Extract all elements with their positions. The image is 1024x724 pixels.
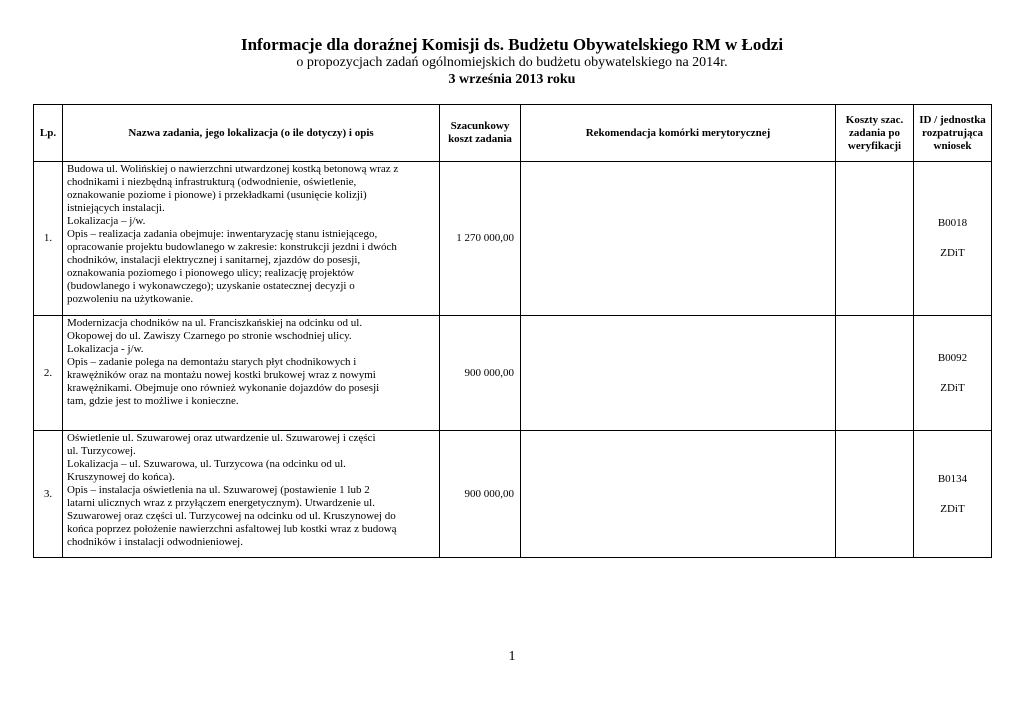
page-number: 1	[508, 649, 516, 664]
task-description	[63, 316, 440, 431]
id-unit-cell	[914, 431, 992, 558]
task-description-line: Lokalizacja - j/w.	[67, 343, 144, 355]
task-description-line: Okopowej do ul. Zawiszy Czarnego po stronie wschodniej ulicy.	[67, 330, 352, 342]
table-row	[34, 162, 992, 316]
task-description-line: pozwoleniu na użytkowanie.	[67, 293, 194, 305]
responsible-unit: ZDiT	[940, 381, 965, 394]
verified-cost-cell	[836, 316, 914, 431]
estimated-cost: 1 270 000,00	[440, 162, 521, 316]
estimated-cost: 900 000,00	[440, 431, 521, 558]
task-description-line: Opis – realizacja zadania obejmuje: inwentaryzację stanu istniejącego,	[67, 228, 378, 240]
row-number: 3.	[34, 431, 63, 558]
task-id: B0018	[937, 217, 968, 229]
task-description-line: Opis – zadanie polega na demontażu starych płyt chodnikowych i	[67, 356, 357, 368]
responsible-unit: ZDiT	[940, 247, 965, 259]
recommendation-cell	[521, 431, 836, 558]
responsible-unit: ZDiT	[940, 502, 965, 515]
row-number: 2.	[34, 316, 63, 431]
tasks-table	[33, 104, 992, 558]
table-row	[34, 431, 992, 558]
verified-cost-cell	[836, 162, 914, 316]
task-description-line: Lokalizacja – j/w.	[67, 215, 146, 227]
task-description-line: oznakowania poziomego i pionowego ulicy; realizację projektów	[67, 267, 355, 279]
row-number: 1.	[34, 162, 63, 316]
task-description-line: krawężników oraz na montażu nowej kostki brukowej wraz z nowymi	[67, 369, 376, 381]
column-header-recommendation: Rekomendacja komórki merytorycznej	[521, 105, 836, 162]
task-description	[63, 431, 440, 558]
task-description-line: (budowlanego i wykonawczego); uzyskanie ostatecznej decyzji o	[67, 280, 355, 292]
task-description-line: istniejących instalacji.	[67, 202, 165, 214]
column-header-name: Nazwa zadania, jego lokalizacja (o ile dotyczy) i opis	[63, 105, 440, 162]
id-unit-cell	[914, 162, 992, 316]
task-description-line: ul. Turzycowej.	[67, 445, 136, 457]
recommendation-cell	[521, 162, 836, 316]
task-description-line: Budowa ul. Wolińskiej o nawierzchni utwardzonej kostką betonową wraz z	[67, 163, 399, 175]
task-description-line: Szuwarowej oraz części ul. Turzycowej na odcinku od ul. Kruszynowej do	[67, 510, 396, 522]
column-header-cost: Szacunkowy koszt zadania	[440, 105, 521, 162]
recommendation-cell	[521, 316, 836, 431]
task-description-line: Modernizacja chodników na ul. Franciszkańskiej na odcinku od ul.	[67, 317, 363, 329]
document-title: Informacje dla doraźnej Komisji ds. Budżetu Obywatelskiego RM w Łodzi	[240, 35, 784, 54]
verified-cost-cell	[836, 431, 914, 558]
task-description-line: Lokalizacja – ul. Szuwarowa, ul. Turzycowa (na odcinku od ul.	[67, 458, 346, 470]
task-description-line: oznakowanie poziome i pionowe) i przekładkami (usunięcie kolizji)	[67, 189, 367, 201]
task-description-line: latarni ulicznych wraz z przyłączem energetycznym). Utwardzenie ul.	[67, 497, 375, 509]
task-description	[63, 162, 440, 316]
task-description-line: Opis – instalacja oświetlenia na ul. Szuwarowej (postawienie 1 lub 2	[67, 484, 370, 496]
column-header-id-unit: ID / jednostka rozpatrująca wniosek	[914, 105, 992, 162]
task-description-line: Oświetlenie ul. Szuwarowej oraz utwardzenie ul. Szuwarowej i części	[67, 432, 376, 444]
task-description-line: chodników i instalacji odwodnieniowej.	[67, 536, 243, 548]
task-description-line: chodników, instalacji elektrycznej i sanitarnej, zjazdów do posesji,	[67, 254, 361, 266]
table-row	[34, 316, 992, 431]
table-header-row	[34, 105, 992, 162]
task-description-line: krawężnikami. Obejmuje ono również wykonanie dojazdów do posesji	[67, 382, 380, 394]
document-subtitle: o propozycjach zadań ogólnomiejskich do budżetu obywatelskiego na 2014r.	[296, 55, 728, 70]
task-id: B0092	[937, 351, 968, 364]
task-description-line: końca poprzez położenie nawierzchni asfaltowej lub kostki wraz z budową	[67, 523, 397, 535]
column-header-lp: Lp.	[34, 105, 63, 162]
task-description-line: chodnikami i niezbędną infrastrukturą (odwodnienie, oświetlenie,	[67, 176, 357, 188]
document-date: 3 września 2013 roku	[448, 72, 576, 87]
task-description-line: Kruszynowej do końca).	[67, 471, 175, 483]
task-description-line: opracowanie projektu budowlanego w zakresie: konstrukcji jezdni i dwóch	[67, 241, 397, 253]
task-id: B0134	[937, 472, 968, 485]
id-unit-cell	[914, 316, 992, 431]
column-header-verified-cost: Koszty szac. zadania po weryfikacji	[836, 105, 914, 162]
estimated-cost: 900 000,00	[440, 316, 521, 431]
task-description-line: tam, gdzie jest to możliwe i konieczne.	[67, 395, 239, 407]
